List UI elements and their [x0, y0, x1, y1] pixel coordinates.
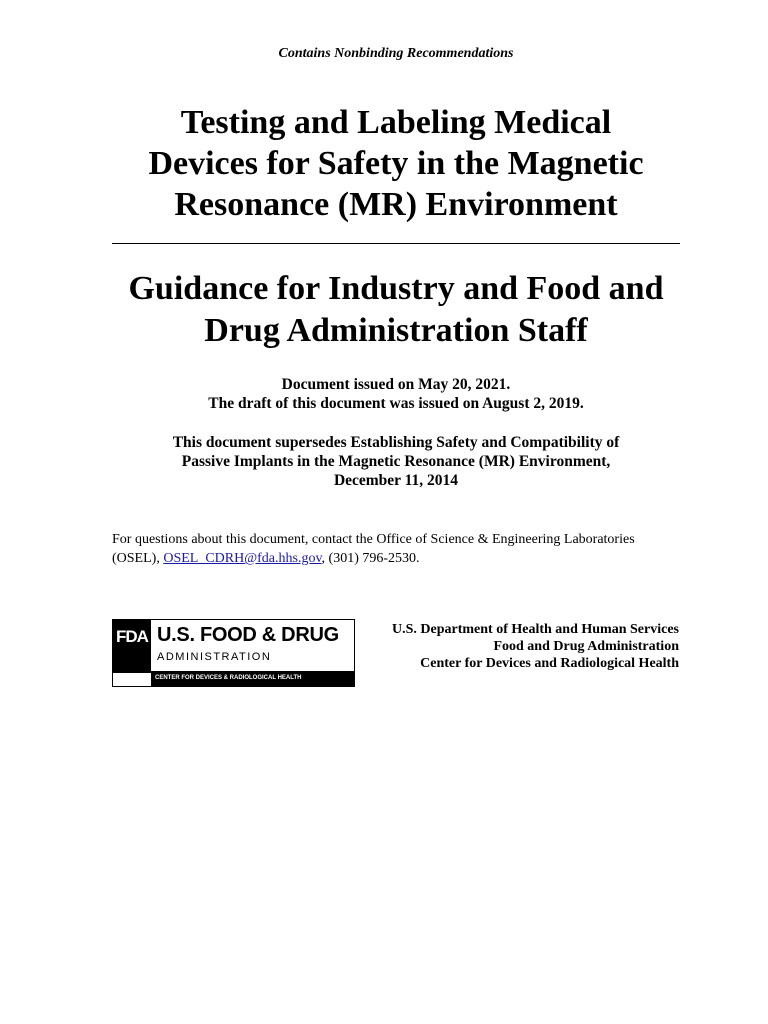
title-line: Testing and Labeling Medical	[180, 104, 612, 141]
agency-line: Center for Devices and Radiological Health	[420, 656, 679, 671]
supersede-notice	[112, 433, 680, 490]
agency-line: Food and Drug Administration	[493, 639, 679, 654]
header-note: Contains Nonbinding Recommendations	[278, 46, 514, 61]
fda-logo	[112, 619, 355, 687]
logo-administration: ADMINISTRATION	[157, 651, 272, 663]
supersede-line: Passive Implants in the Magnetic Resonance (MR) Environment,	[181, 453, 611, 470]
logo-agency-name: U.S. FOOD & DRUG	[157, 624, 339, 646]
contact-paragraph	[112, 530, 682, 568]
contact-prefix: For questions about this document, contact the Office of Science & Engineering Laboratories (OSEL),	[112, 532, 635, 566]
contact-suffix: , (301) 796-2530.	[321, 551, 420, 566]
logo-center-band: CENTER FOR DEVICES & RADIOLOGICAL HEALTH	[151, 671, 354, 686]
subtitle-line: Guidance for Industry and Food and	[128, 270, 664, 307]
document-subtitle	[100, 268, 692, 352]
contact-email-link[interactable]: OSEL_CDRH@fda.hhs.gov	[163, 551, 322, 566]
document-title	[112, 102, 680, 225]
supersede-line: This document supersedes Establishing Safety and Compatibility of	[172, 434, 620, 451]
title-line: Resonance (MR) Environment	[174, 186, 618, 223]
supersede-line: December 11, 2014	[333, 472, 459, 489]
draft-date: The draft of this document was issued on August 2, 2019.	[208, 395, 584, 412]
agency-block	[360, 621, 679, 672]
issued-date: Document issued on May 20, 2021.	[281, 376, 511, 393]
title-divider	[112, 243, 680, 244]
issue-dates	[112, 375, 680, 413]
agency-line: U.S. Department of Health and Human Services	[392, 622, 679, 637]
title-line: Devices for Safety in the Magnetic	[148, 145, 644, 182]
subtitle-line: Drug Administration Staff	[204, 312, 588, 349]
fda-mark: FDA	[113, 620, 151, 673]
